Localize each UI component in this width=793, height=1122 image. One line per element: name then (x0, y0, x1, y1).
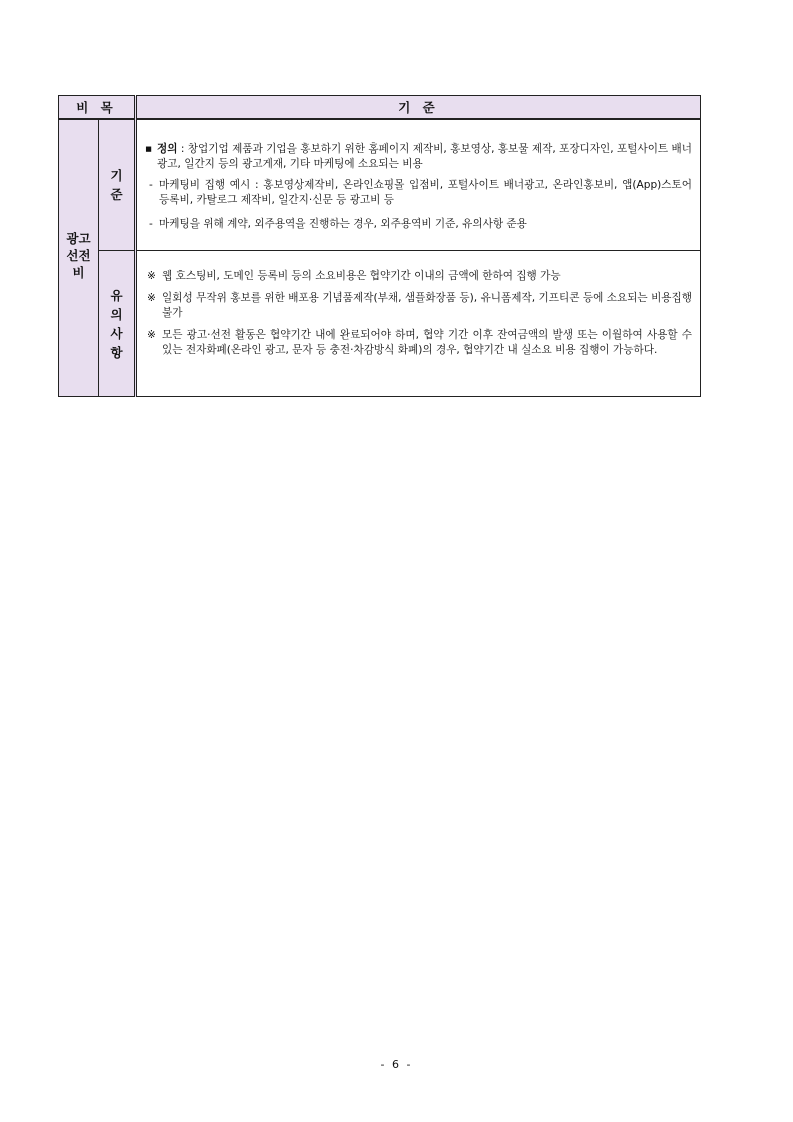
category-advertising-cost (59, 119, 99, 397)
budget-criteria-table (58, 95, 701, 397)
definition-term: 정의 (157, 143, 178, 155)
category-label: 광고 선전 비 (66, 231, 91, 280)
row-label-criteria: 기 준 (99, 119, 136, 251)
header-criteria-column: 기 준 (136, 96, 701, 120)
dash-marker: - (149, 179, 153, 191)
criteria-item-outsourcing: - 마케팅을 위해 계약, 외주용역을 진행하는 경우, 외주용역비 기준, 유의사항 준용 (149, 218, 527, 230)
criteria-item-examples: - 마케팅비 집행 예시 : 홍보영상제작비, 온라인쇼핑몰 입점비, 포털사이트 배너광고, 온라인홍보비, 앱(App)스토어 등록비, 카탈로그 제작비, 일간지·신문 등 광고비 등 (149, 179, 693, 206)
reference-mark: ※ (147, 292, 156, 304)
criteria-item-definition (145, 142, 692, 172)
page-number: - 6 - (380, 1058, 413, 1071)
reference-mark: ※ (147, 329, 156, 341)
note-item-hosting: ※ 웹 호스팅비, 도메인 등록비 등의 소요비용은 협약기간 이내의 금액에 한하여 집행 가능 (147, 270, 561, 282)
bullet-marker: ▪ (145, 143, 153, 155)
notes-content-cell (136, 251, 701, 397)
note-item-period: ※ 모든 광고·선전 활동은 협약기간 내에 완료되어야 하며, 협약 기간 이후 잔여금액의 발생 또는 이월하여 사용할 수 있는 전자화폐(온라인 광고, 문자 등 충전·차감방식 화폐)의 경우, 협약기간 내 실소요 비용 집행이 가능하다. (147, 329, 693, 356)
criteria-content-cell (136, 119, 701, 251)
header-item-column: 비 목 (59, 96, 136, 120)
definition-text: : 창업기업 제품과 기업을 홍보하기 위한 홈페이지 제작비, 홍보영상, 홍보물 제작, 포장디자인, 포털사이트 배너광고, 일간지 등의 광고게재, 기타 마케팅에 소요되는 비용 (157, 143, 693, 170)
row-label-notes: 유 의 사 항 (99, 251, 136, 397)
dash-marker: - (149, 218, 153, 230)
reference-mark: ※ (147, 270, 156, 282)
note-item-giveaways: ※ 일회성 무작위 홍보를 위한 배포용 기념품제작(부채, 샘플화장품 등), 유니폼제작, 기프티콘 등에 소요되는 비용집행 불가 (147, 292, 693, 319)
